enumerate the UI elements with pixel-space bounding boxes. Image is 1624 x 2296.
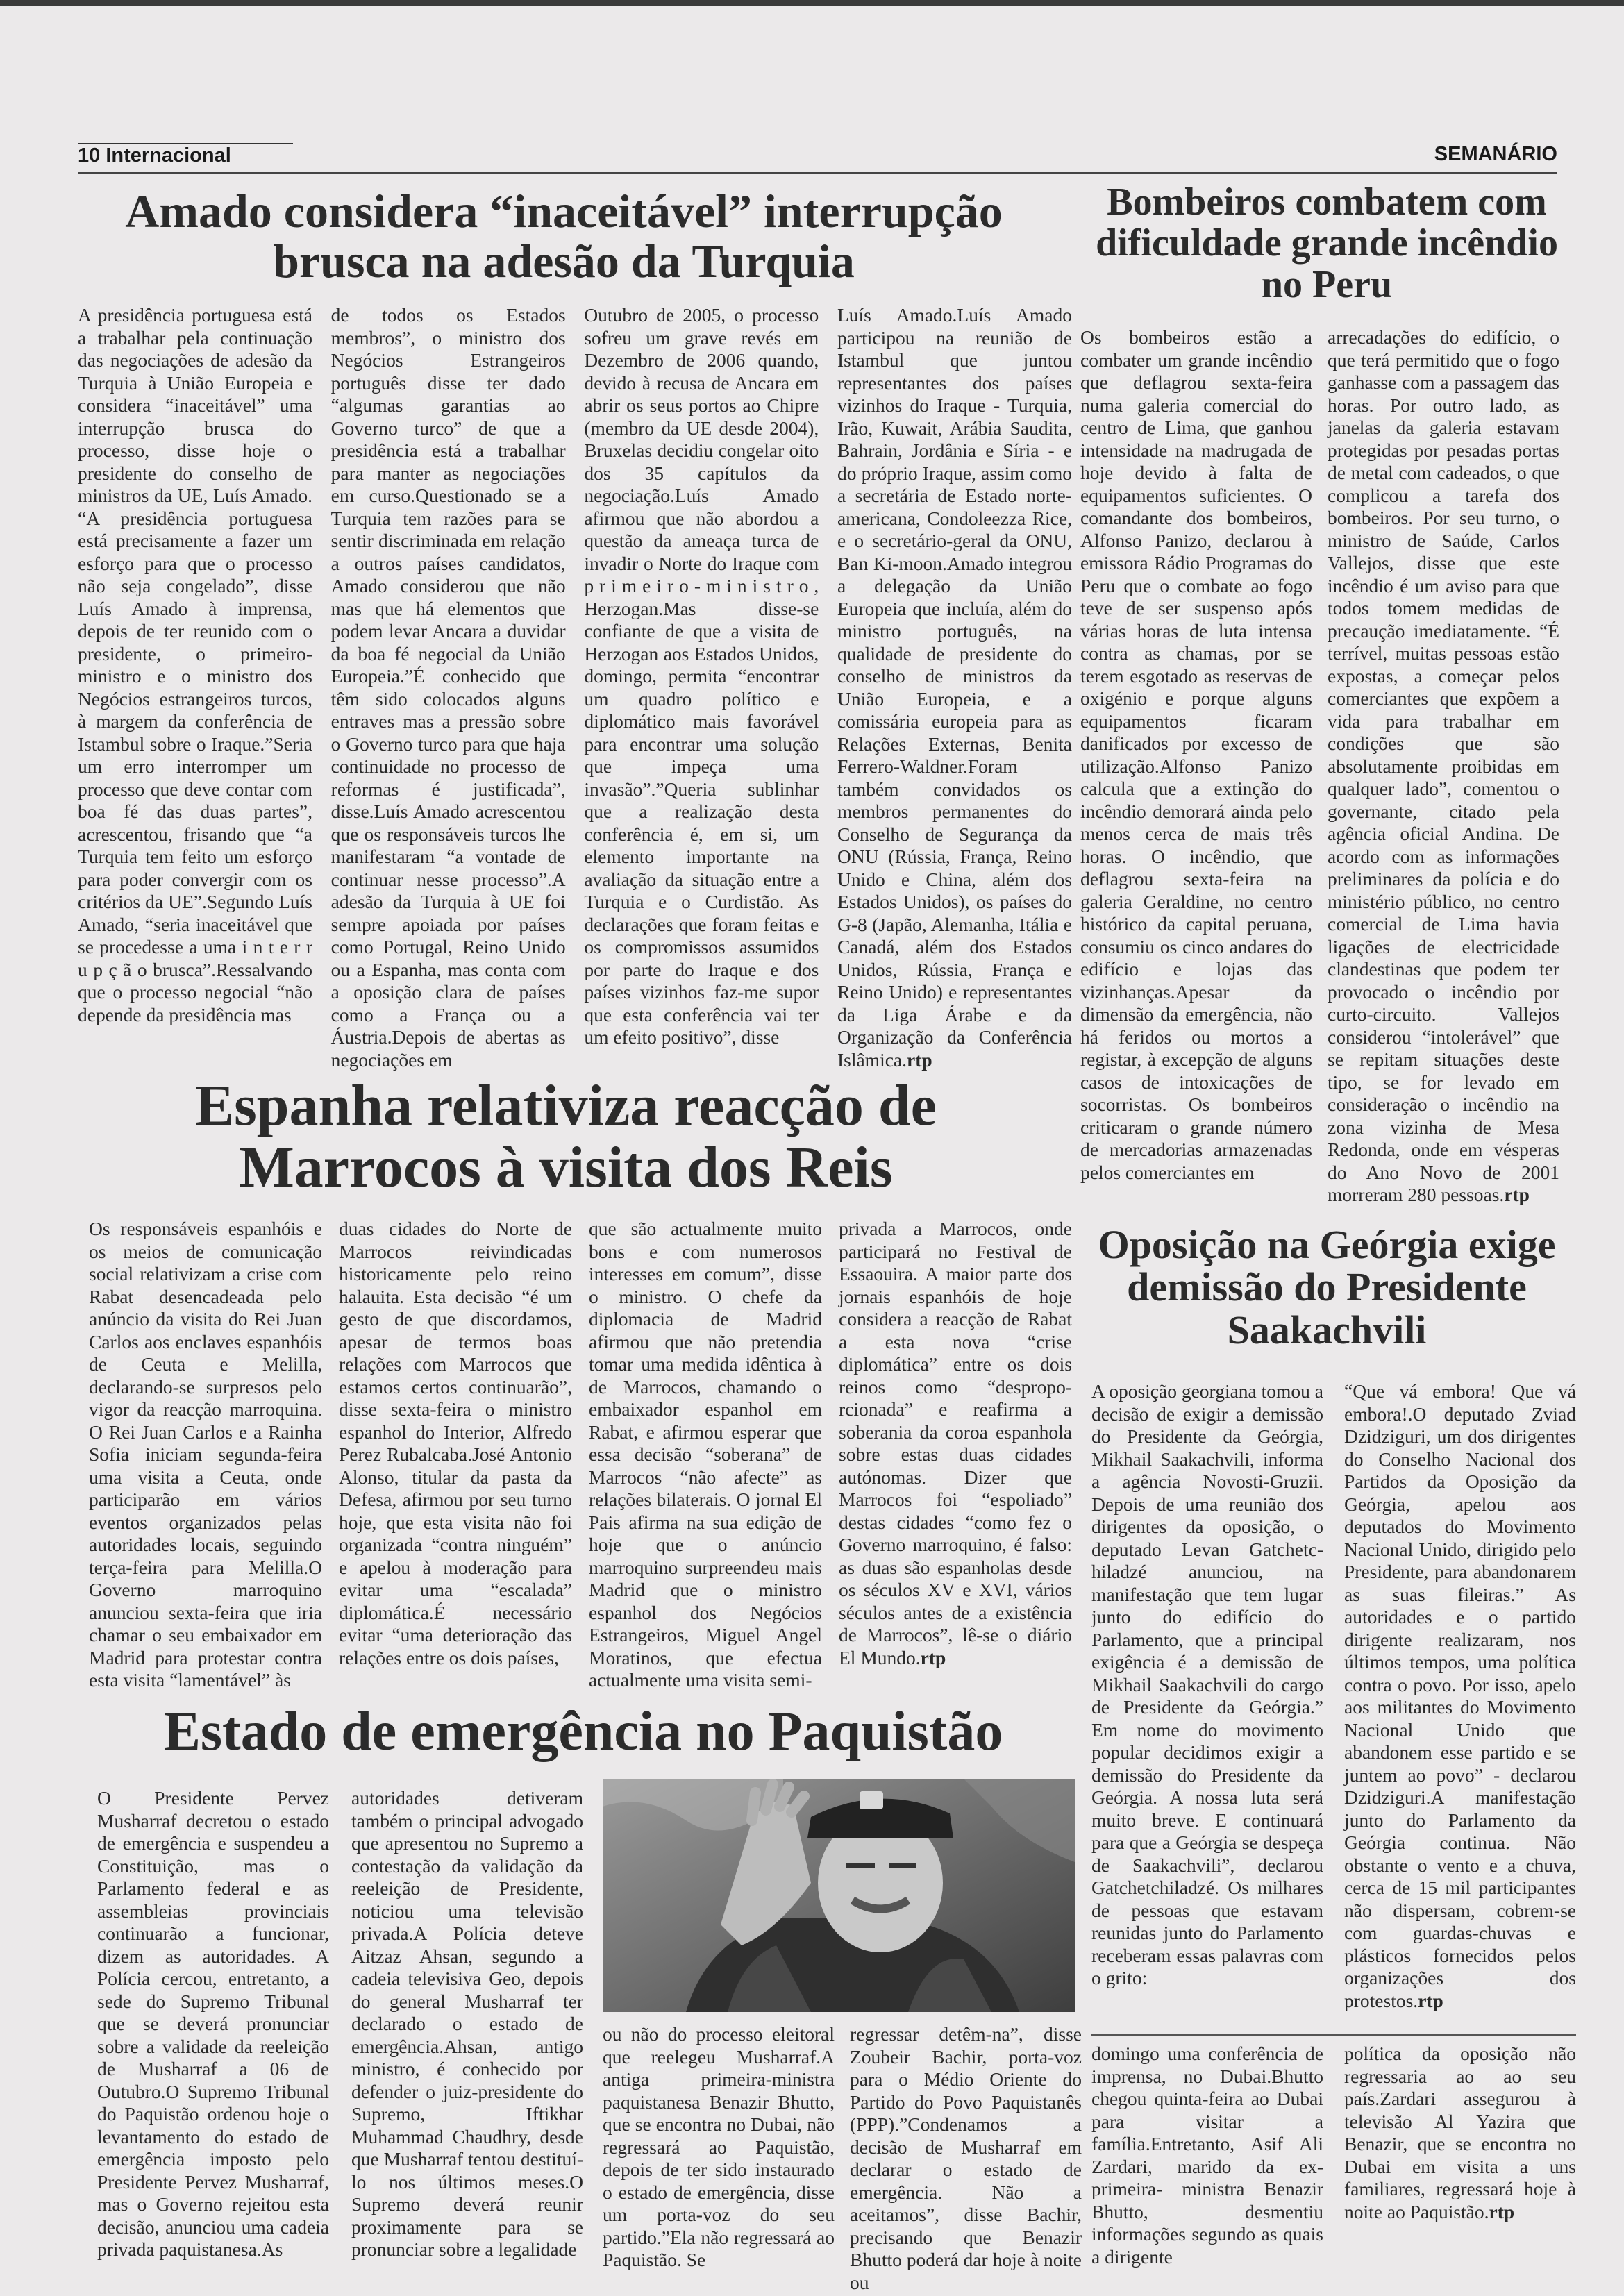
headline-amado: Amado considera “inaceitável” interrupção brusca na adesão da Turquia <box>125 185 1003 288</box>
article-georgia-body <box>1091 1380 1576 2036</box>
article-column: privada a Marrocos, onde participará no Festival de Essaouira. A maior parte dos jornais espanhóis de hoje considera a reacção de Rabat a esta nova “crise diplomática” entre os dois reinos como “despropo-rcionada” e reafirma a soberania da coroa espanhola sobre estas duas cidades autónomas. Dizer que Marrocos foi “espoliado” destas cidades “como fez o Governo marroquino, é falso: as duas são espanholas desde os séculos XV e XVI, vários séculos antes de a existência de Marrocos”, lê-se o diário El Mundo.rtp <box>839 1218 1072 1668</box>
article-bombeiros-body <box>1080 326 1559 1222</box>
article-column: que são actualmente muito bons e com numerosos interesses em comum”, disse o ministro. O chefe da diplomacia de Madrid afirmou que não pretendia tomar uma medida idêntica à de Marrocos, chamando o embaixador espanhol em Rabat, e afirmou esperar que essa decisão “soberana” de Marrocos “não afecte” as relações bilaterais. O jornal El Pais afirma na sua edição de hoje que o anúncio marroquino surpreendeu mais Madrid que o ministro espanhol dos Negócios Estrangeiros, Miguel Angel Moratinos, que efectua actualmente uma visita semi- <box>589 1218 822 1691</box>
article-column: regressar detêm-na”, disse Zoubeir Bachir, porta-voz para o Médio Oriente do Partido do Povo Paquistanês (PPP).”Condenamos a decisão de Musharraf em declarar o estado de emergência. Não a aceitamos”, disse Bachir, precisando que Benazir Bhutto poderá dar hoje à noite ou <box>850 2023 1082 2293</box>
headline-paquistao: Estado de emergência no Paquistão <box>163 1701 1003 1762</box>
article-column: arrecadações do edifício, o que terá permitido que o fogo ganhasse com a passagem das horas. Por outro lado, as janelas da galeria estavam protegidas por pesadas portas de metal com cadeados, o que complicou a tarefa dos bombeiros. Por seu turno, o ministro de Saúde, Carlos Vallejos, disse que este incêndio é um aviso para que todos tomem medidas de precaução imediatamente. “É terrível, muitas pessoas estão expostas, a começar pelos comerciantes que expõem a vida para trabalhar em condições que são absolutamente proibidas em qualquer lado”, comentou o governante, citado pela agência oficial Andina. De acordo com as informações preliminares da polícia e do ministério público, no centro comercial de Lima havia ligações de electricidade clandestinas que podem ter provocado o incêndio por curto-circuito. Vallejos considerou “intolerável” que se repitam situações deste tipo, se for levado em consideração o incêndio na zona vizinha de Mesa Redonda, onde em vésperas do Ano Novo de 2001 morreram 280 pessoas.rtp <box>1328 326 1559 1205</box>
article-column: A presidência portuguesa está a trabalhar pela continuação das negociações de adesão da Turquia à União Europeia e considera “inaceitável” uma interrupção brusca do processo, disse hoje o presidente do conselho de ministros da UE, Luís Amado. “A presidência portuguesa está precisamente a fazer um esforço para que o processo não seja congelado”, disse Luís Amado à imprensa, depois de ter reunido com o presidente, o primeiro-ministro e o ministro dos Negócios estrangeiros turcos, à margem da conferência de Istambul sobre o Iraque.”Seria um erro interromper um processo que deve contar com boa fé das duas partes”, acrescentou, frisando que “a Turquia tem feito um esforço para poder convergir com os critérios da UE”.Segundo Luís Amado, “seria inaceitável que se procedesse a uma i n t e r r u p ç ã o brusca”.Ressalvando que o processo negocial “não depende da presidência mas <box>78 304 312 1025</box>
article-column: Luís Amado.Luís Amado participou na reunião de Istambul que juntou representantes dos países vizinhos do Iraque - Turquia, Irão, Kuwait, Arábia Saudita, Bahrain, Jordânia e Síria - e do próprio Iraque, assim como a secretária de Estado norte-americana, Condoleezza Rice, e o secretário-geral da ONU, Ban Ki-moon.Amado integrou a delegação da União Europeia que incluía, além do ministro português, na qualidade de presidente do conselho de ministros da União Europeia, e a comissária europeia para as Relações Externas, Benita Ferrero-Waldner.Foram também convidados os membros permanentes do Conselho de Segurança da ONU (Rússia, França, Reino Unido e China, além dos Estados Unidos), os países do G-8 (Japão, Alemanha, Itália e Canadá, além dos Estados Unidos, Rússia, França e Reino Unido) e representantes da Liga Árabe e da Organização da Conferência Islâmica.rtp <box>837 304 1072 1071</box>
article-column: O Presidente Pervez Musharraf decretou o estado de emergência e suspendeu a Constituição, mas o Parlamento federal e as assembleias provinciais continuarão a funcionar, dizem as autoridades. A Polícia cercou, entretanto, a sede do Supremo Tribunal que se deverá pronunciar sobre a validade da reeleição de Musharraf a 06 de Outubro.O Supremo Tribunal do Paquistão ordenou hoje o levantamento do estado de emergência imposto pelo Presidente Pervez Musharraf, mas o Governo rejeitou esta decisão, anunciou uma cadeia privada paquistanesa.As <box>97 1787 329 2260</box>
header-rule <box>78 172 1557 174</box>
article-paquistao-body-right <box>603 2023 1082 2293</box>
source-tag: rtp <box>1489 2200 1515 2222</box>
article-column: duas cidades do Norte de Marrocos reivindicadas historicamente pelo reino halauita. Esta decisão “é um gesto de que discordamos, apesar de termos boas relações com Marrocos que estamos certos continuarão”, disse sexta-feira o ministro espanhol do Interior, Alfredo Perez Rubalcaba.José Antonio Alonso, titular da pasta da Defesa, afirmou por seu turno hoje, que esta visita não foi organizada “contra ninguém” e apelou à moderação para evitar uma “escalada” diplomática.É necessário evitar “uma deterioração das relações entre os dois países, <box>339 1218 572 1668</box>
article-amado-body <box>78 304 1072 1071</box>
source-tag: rtp <box>1504 1184 1530 1205</box>
article-column: Os responsáveis espanhóis e os meios de comunicação social relativizam a crise com Rabat desencadeada pelo anúncio da visita do Rei Juan Carlos aos enclaves espanhóis de Ceuta e Melilla, declarando-se surpresos pelo vigor da reacção marroquina. O Rei Juan Carlos e a Rainha Sofia iniciam segunda-feira uma visita a Ceuta, onde participarão em vários eventos organizados pelas autoridades locais, seguindo terça-feira para Melilla.O Governo marroquino anunciou sexta-feira que iria chamar o seu embaixador em Madrid para protestar contra esta visita “lamentável” às <box>89 1218 322 1691</box>
article-column: política da oposição não regressaria ao ao seu país.Zardari assegurou à televisão Al Yazira que Benazir, que se encontra no Dubai em visita a uns familiares, regressará hoje à noite ao Paquistão.rtp <box>1344 2043 1576 2222</box>
article-column: de todos os Estados membros”, o ministro dos Negócios Estrangeiros português disse ter dado “algumas garantias ao Governo turco” de que a presidência está a trabalhar para manter as negociações em curso.Questionado se a Turquia tem razões para se sentir discriminada em relação a outros países candidatos, Amado considerou que não mas que há elementos que podem levar Ancara a duvidar da boa fé negocial da União Europeia.”É conhecido que têm sido colocados alguns entraves mas a pressão sobre o Governo turco para que haja continuidade no processo de reformas é justificada”, disse.Luís Amado acrescentou que os responsáveis turcos lhe manifestaram “a vontade de continuar nesse processo”.A adesão da Turquia à UE foi sempre apoiada por países como Portugal, Reino Unido ou a Espanha, mas conta com a oposição clara de países como a França ou a Áustria.Depois de abertas as negociações em <box>330 304 566 1071</box>
section-label: 10 Internacional <box>78 144 231 167</box>
article-paquistao-body-left <box>97 1787 583 2260</box>
musharraf-photo <box>603 1779 1075 2012</box>
article-column: Os bombeiros estão a combater um grande incêndio que deflagrou sexta-feira numa galeria comercial do centro de Lima, que ganhou intensidade na madrugada de hoje devido à falta de equipamentos suficientes. O comandante dos bombeiros, Alfonso Panizo, declarou à emissora Rádio Programas do Peru que o combate ao fogo teve de ser suspenso após várias horas de luta intensa contra as chamas, por se terem esgotado as reservas de oxigénio e porque alguns equipamentos ficaram danificados por excesso de utilização.Alfonso Panizo calcula que a extinção do incêndio demorará ainda pelo menos cerca de mais três horas. O incêndio, que deflagrou sexta-feira na galeria Geraldine, no centro histórico da capital peruana, consumiu os cinco andares do edifício e lojas das vizinhanças.Apesar da dimensão da emergência, não há feridos ou mortos a registar, à excepção de alguns casos de intoxicações de socorristas. Os bombeiros criticaram o grande número de mercadorias armazenadas pelos comerciantes em <box>1080 326 1312 1183</box>
article-column: Outubro de 2005, o processo sofreu um grave revés em Dezembro de 2006 quando, devido à recusa de Ancara em abrir os seus portos ao Chipre (membro da UE desde 2004), Bruxelas decidiu congelar oito dos 35 capítulos da negociação.Luís Amado afirmou que não abordou a questão da ameaça turca de invadir o Norte do Iraque com p r i m e i r o - m i n i s t r o , Herzogan.Mas disse-se confiante de que a visita de Herzogan aos Estados Unidos, domingo, permita “encontrar um quadro político e diplomático mais favorável para encontrar uma solução que impeça uma invasão”.”Queria sublinhar que a realização desta conferência é, em si, um elemento importante na avaliação da situação entre a Turquia e o Curdistão. As declarações que foram feitas e os compromissos assumidos por parte do Iraque e dos países vizinhos faz-me supor que esta conferência vai ter um efeito positivo”, disse <box>584 304 819 1048</box>
source-tag: rtp <box>920 1646 946 1668</box>
article-column: A oposição georgiana tomou a decisão de exigir a demissão do Presidente da Geórgia, Mikhail Saakachvili, informa a agência Novosti-Gruzii. Depois de uma reunião dos dirigentes da oposição, o deputado Levan Gatchetc-hiladzé anunciou, na manifestação que tem lugar junto do edifício do Parlamento, que a principal exigência é a demissão de Mikhail Saakachvili do cargo de Presidente da Geórgia.” Em nome do movimento popular decidimos exigir a demissão do Presidente da Geórgia. A nossa luta será muito breve. E continuará para que a Geórgia se despeça de Saakachvili”, declarou Gatchetchiladzé. Os milhares de pessoas que estavam reunidas junto do Parlamento receberam essas palavras com o grito: <box>1091 1380 1324 1988</box>
article-paquistao-divider <box>1091 2034 1576 2036</box>
article-espanha-body <box>89 1218 1072 1704</box>
photo-illustration <box>603 1779 1075 2012</box>
scan-top-edge <box>0 0 1624 6</box>
headline-espanha: Espanha relativiza reacção de Marrocos à visita dos Reis <box>195 1073 937 1200</box>
newspaper-name: SEMANÁRIO <box>1434 143 1557 165</box>
headline-georgia: Oposição na Geórgia exige demissão do Presidente Saakachvili <box>1098 1222 1556 1352</box>
article-column: ou não do processo eleitoral que reelegeu Musharraf.A antiga primeira-ministra paquistanesa Benazir Bhutto, que se encontra no Dubai, não regressará ao Paquistão, depois de ter sido instaurado o estado de emergência, disse um porta-voz do seu partido.”Ela não regressará ao Paquistão. Se <box>603 2023 835 2270</box>
article-column: “Que vá embora! Que vá embora!.O deputado Zviad Dzidziguri, um dos dirigentes do Conselho Nacional dos Partidos da Oposição da Geórgia, apelou aos deputados do Movimento Nacional Unido, dirigido pelo Presidente, para abandonarem as suas fileiras.” As autoridades e o partido dirigente realizaram, nos últimos tempos, uma política contra o povo. Por isso, apelo aos militantes do Movimento Nacional Unido que abandonem esse partido e se juntem ao povo” - declarou Dzidziguri.A manifestação junto do Parlamento da Geórgia continua. Não obstante o vento e a chuva, cerca de 15 mil participantes não dispersam, cobrem-se com guardas-chuvas e plásticos fornecidos pelos organizações dos protestos.rtp <box>1344 1380 1576 2011</box>
headline-bombeiros: Bombeiros combatem com dificuldade grande incêndio no Peru <box>1096 181 1558 306</box>
article-column: autoridades detiveram também o principal advogado que apresentou no Supremo a contestação da validação da reeleição de Presidente, noticiou uma televisão privada.A Polícia deteve Aitzaz Ahsan, segundo a cadeia televisiva Geo, depois do general Musharraf ter declarado o estado de emergência.Ahsan, antigo ministro, é conhecido por defender o juiz-presidente do Supremo, Iftikhar Muhammad Chaudhry, desde que Musharraf tentou destituí-lo nos últimos meses.O Supremo deverá reunir proximamente para se pronunciar sobre a legalidade <box>351 1787 583 2260</box>
source-tag: rtp <box>907 1048 932 1071</box>
source-tag: rtp <box>1418 1989 1443 2011</box>
article-column: domingo uma conferência de imprensa, no Dubai.Bhutto chegou quinta-feira ao Dubai para visitar a família.Entretanto, Asif Ali Zardari, marido da ex-primeira- ministra Benazir Bhutto, desmentiu informações segundo as quais a dirigente <box>1091 2043 1323 2268</box>
article-paquistao-body-far <box>1091 2043 1576 2268</box>
